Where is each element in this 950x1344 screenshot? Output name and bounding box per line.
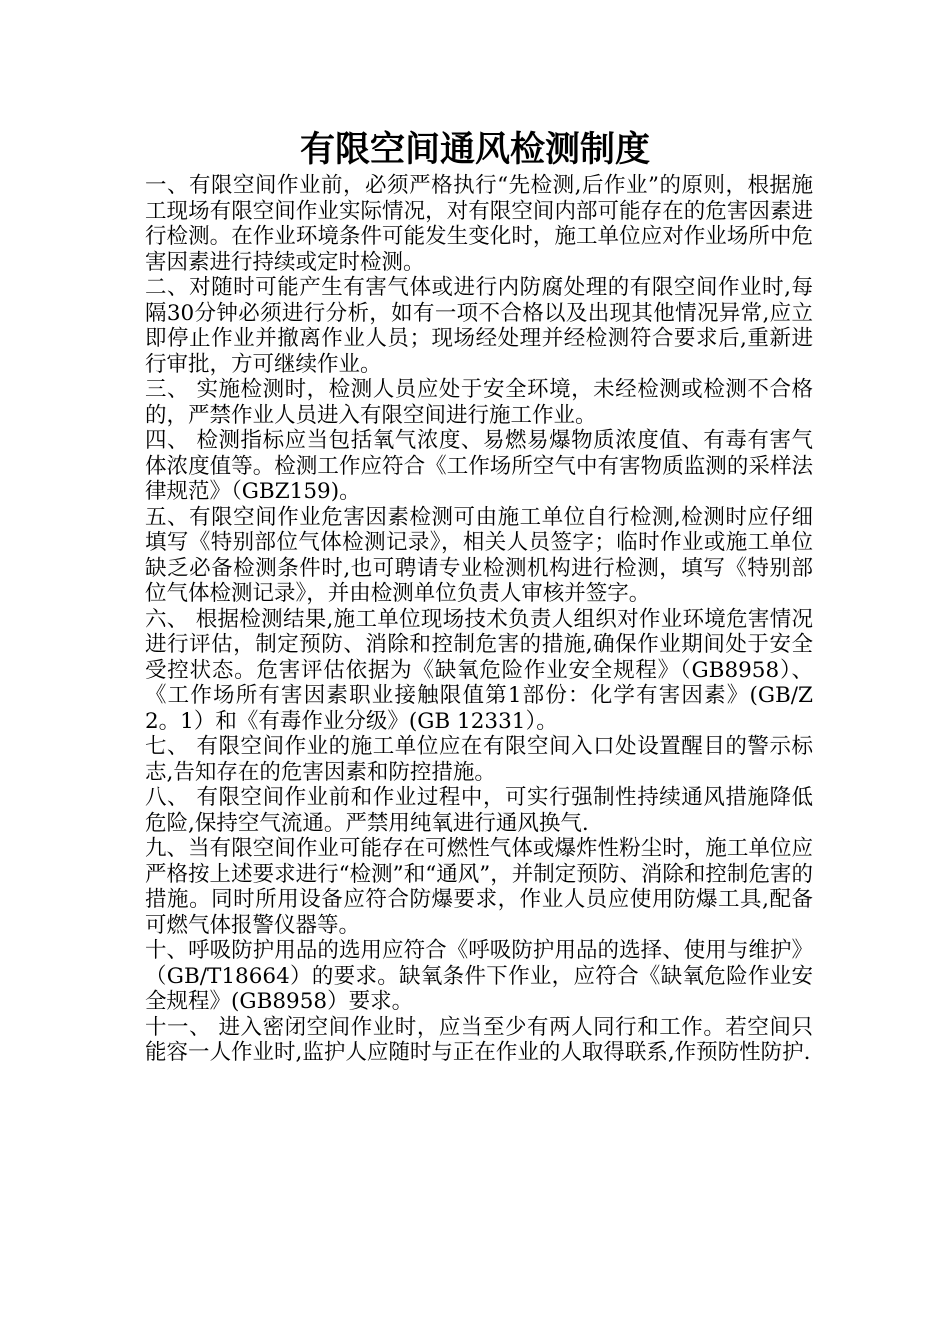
- paragraph-8: 八、 有限空间作业前和作业过程中，可实行强制性持续通风措施降低危险,保持空气流通。严禁用纯氧进行通风换气.: [145, 785, 813, 836]
- paragraph-7: 七、 有限空间作业的施工单位应在有限空间入口处设置醒目的警示标志,告知存在的危害因素和防控措施。: [145, 734, 813, 785]
- paragraph-9: 九、当有限空间作业可能存在可燃性气体或爆炸性粉尘时，施工单位应严格按上述要求进行“检测”和“通风”，并制定预防、消除和控制危害的措施。同时所用设备应符合防爆要求，作业人员应使用防爆工具,配备可燃气体报警仪器等。: [145, 836, 813, 938]
- paragraph-4: 四、 检测指标应当包括氧气浓度、易燃易爆物质浓度值、有毒有害气体浓度值等。检测工作应符合《工作场所空气中有害物质监测的采样法律规范》（GBZ159)。: [145, 428, 813, 504]
- document-title: 有限空间通风检测制度: [299, 130, 650, 170]
- document-body: [145, 173, 813, 1066]
- paragraph-3: 三、 实施检测时，检测人员应处于安全环境，未经检测或检测不合格的，严禁作业人员进入有限空间进行施工作业。: [145, 377, 813, 428]
- paragraph-11: 十一、 进入密闭空间作业时，应当至少有两人同行和工作。若空间只能容一人作业时,监护人应随时与正在作业的人取得联系,作预防性防护.: [145, 1014, 813, 1065]
- paragraph-2: 二、对随时可能产生有害气体或进行内防腐处理的有限空间作业时,每隔30分钟必须进行分析，如有一项不合格以及出现其他情况异常,应立即停止作业并撤离作业人员；现场经处理并经检测符合要求后,重新进行审批，方可继续作业。: [145, 275, 813, 377]
- paragraph-6: 六、 根据检测结果,施工单位现场技术负责人组织对作业环境危害情况进行评估，制定预防、消除和控制危害的措施,确保作业期间处于安全受控状态。危害评估依据为《缺氧危险作业安全规程》（GB8958）、《工作场所有害因素职业接触限值第1部份：化学有害因素》(GB/Z 2。1）和《有毒作业分级》(GB 12331）。: [145, 606, 813, 734]
- paragraph-1: 一、有限空间作业前，必须严格执行“先检测,后作业”的原则，根据施工现场有限空间作业实际情况，对有限空间内部可能存在的危害因素进行检测。在作业环境条件可能发生变化时，施工单位应对作业场所中危害因素进行持续或定时检测。: [145, 173, 813, 275]
- paragraph-10: 十、呼吸防护用品的选用应符合《呼吸防护用品的选择、使用与维护》（GB/T18664）的要求。缺氧条件下作业，应符合《缺氧危险作业安全规程》(GB8958）要求。: [145, 938, 813, 1014]
- paragraph-5: 五、有限空间作业危害因素检测可由施工单位自行检测,检测时应仔细填写《特别部位气体检测记录》，相关人员签字；临时作业或施工单位缺乏必备检测条件时,也可聘请专业检测机构进行检测，填写《特别部位气体检测记录》，并由检测单位负责人审核并签字。: [145, 504, 813, 606]
